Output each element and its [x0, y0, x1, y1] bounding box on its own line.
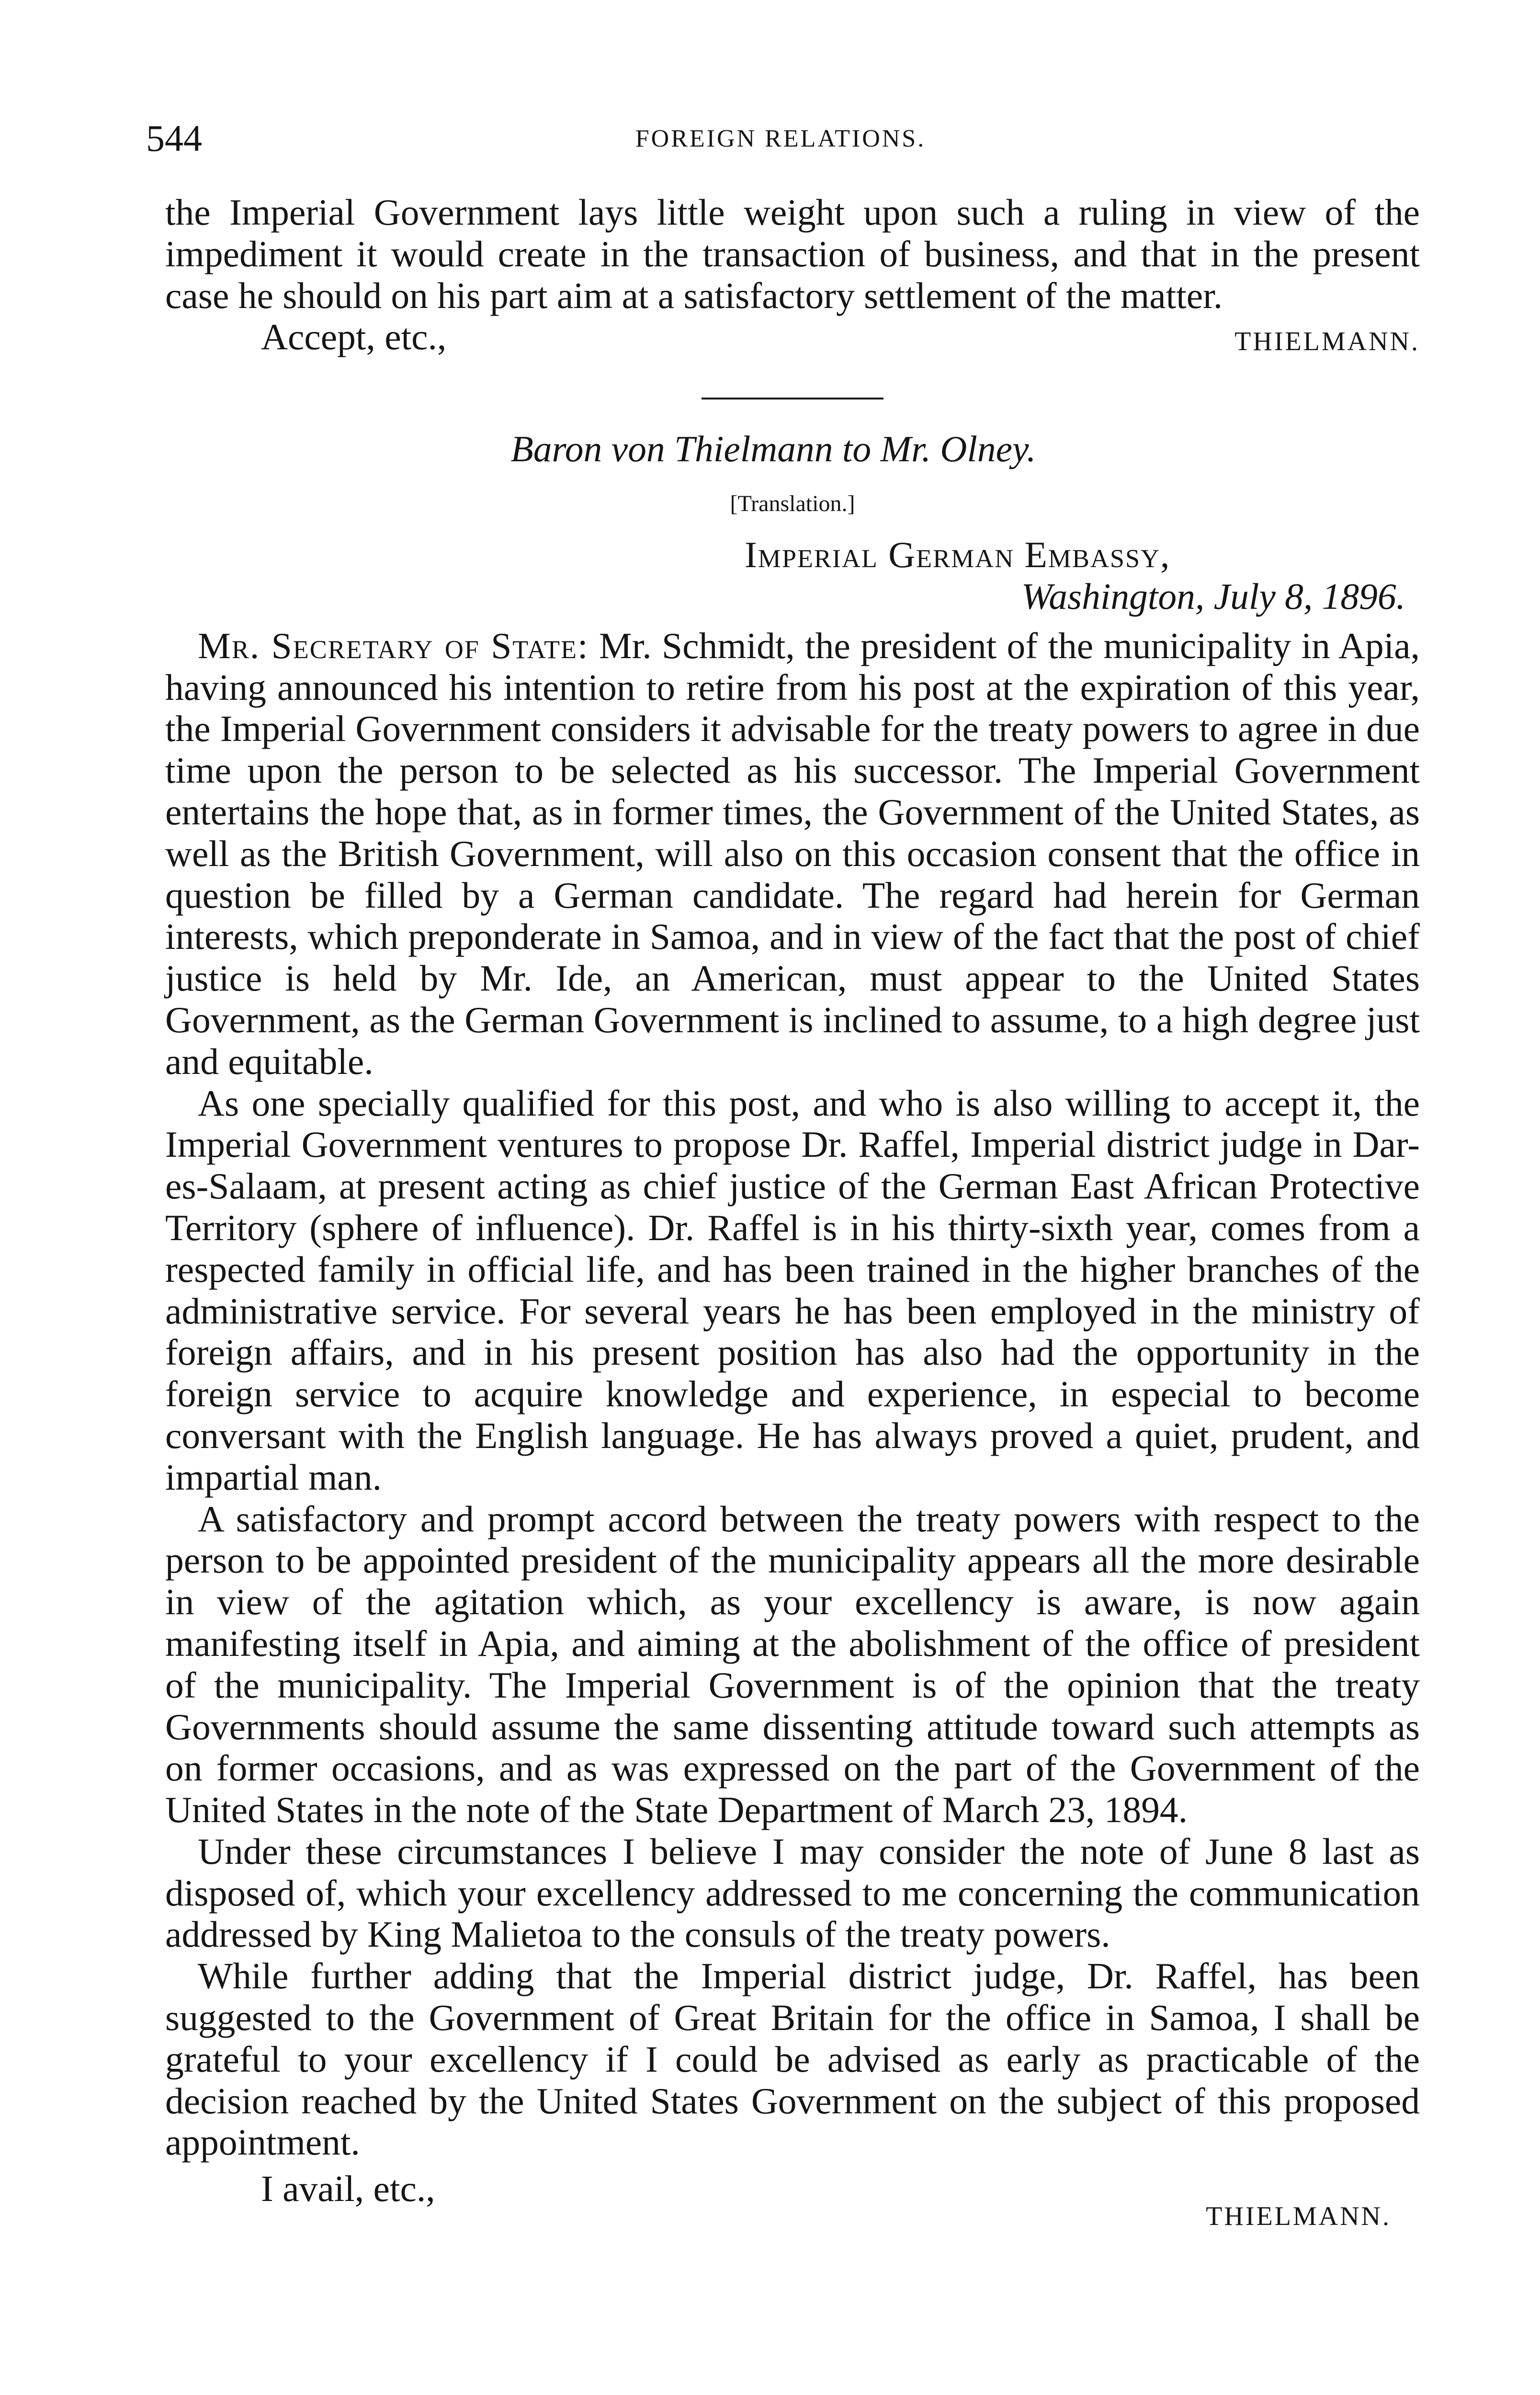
closing-phrase: I avail, etc., — [261, 2168, 435, 2210]
letter-title: Baron von Thielmann to Mr. Olney. — [510, 428, 1036, 470]
place-date-line: Washington, July 8, 1896. — [1021, 575, 1405, 617]
section-divider — [702, 398, 883, 399]
letter-paragraph: While further adding that the Imperial district judge, Dr. Raffel, has been suggested to the Government of Great Britain for the office in Samoa, I shall be grateful to your excellency if I could be advised as early as practicable of the decision reached by the United States Government on the subject of this proposed appointment. — [165, 1955, 1420, 2163]
signature: THIELMANN. — [1234, 327, 1420, 357]
continuation-paragraph: the Imperial Government lays little weight upon such a ruling in view of the impediment it would create in the transaction of business, and that in the present case he should on his part aim at a satisfactory settlement of the matter. — [165, 192, 1420, 316]
continuation-closing — [165, 316, 1420, 359]
body-text — [165, 192, 1420, 2235]
letter-paragraph: A satisfactory and prompt accord between the treaty powers with respect to the person to be appointed president of the municipality appears all the more desirable in view of the agitation which, as your excellency is aware, is now again manifesting itself in Apia, and aiming at the abolishment of the office of president of the municipality. The Imperial Government is of the opinion that the treaty Governments should assume the same dissenting attitude toward such attempts as on former occasions, and as was expressed on the part of the Government of the United States in the note of the State Department of March 23, 1894. — [165, 1498, 1420, 1831]
translation-note: [Translation.] — [730, 491, 855, 517]
running-head: FOREIGN RELATIONS. — [635, 125, 926, 152]
signature: THIELMANN. — [1206, 2201, 1391, 2232]
sender-line: Imperial German Embassy, — [745, 534, 1171, 576]
paragraph-text: Mr. Schmidt, the president of the municipality in Apia, having announced his intention to retire from his post at the expiration of this year, the Imperial Government considers it advisable for the treaty powers to agree in due time upon the person to be selected as his successor. The Imperial Government entertains the hope that, as in former times, the Government of the United States, as well as the British Government, will also on this occasion consent that the office in question be filled by a German candidate. The regard had herein for German interests, which preponderate in Samoa, and in view of the fact that the post of chief justice is held by Mr. Ide, an American, must appear to the United States Government, as the German Government is inclined to assume, to a high degree just and equitable. — [165, 625, 1420, 1082]
letter-paragraph — [165, 625, 1420, 1083]
letter-closing — [165, 2168, 1420, 2235]
closing-phrase: Accept, etc., — [261, 316, 447, 358]
letter-paragraph: Under these circumstances I believe I may consider the note of June 8 last as disposed of, which your excellency addressed to me concerning the communication addressed by King Malietoa to the consuls of the treaty powers. — [165, 1830, 1420, 1955]
page-number: 544 — [146, 117, 202, 159]
salutation: Mr. Secretary of State: — [198, 625, 589, 666]
page-header — [146, 117, 1415, 160]
letter-paragraph: As one specially qualified for this post, and who is also willing to accept it, the Imperial Government ventures to propose Dr. Raffel, Imperial district judge in Dar-es-Salaam, at present acting as chief justice of the German East African Protective Territory (sphere of influence). Dr. Raffel is in his thirty-sixth year, comes from a respected family in official life, and has been trained in the higher branches of the administrative service. For several years he has been employed in the ministry of foreign affairs, and in his present position has also had the opportunity in the foreign service to acquire knowledge and experience, in especial to become conversant with the English language. He has always proved a quiet, prudent, and impartial man. — [165, 1082, 1420, 1498]
